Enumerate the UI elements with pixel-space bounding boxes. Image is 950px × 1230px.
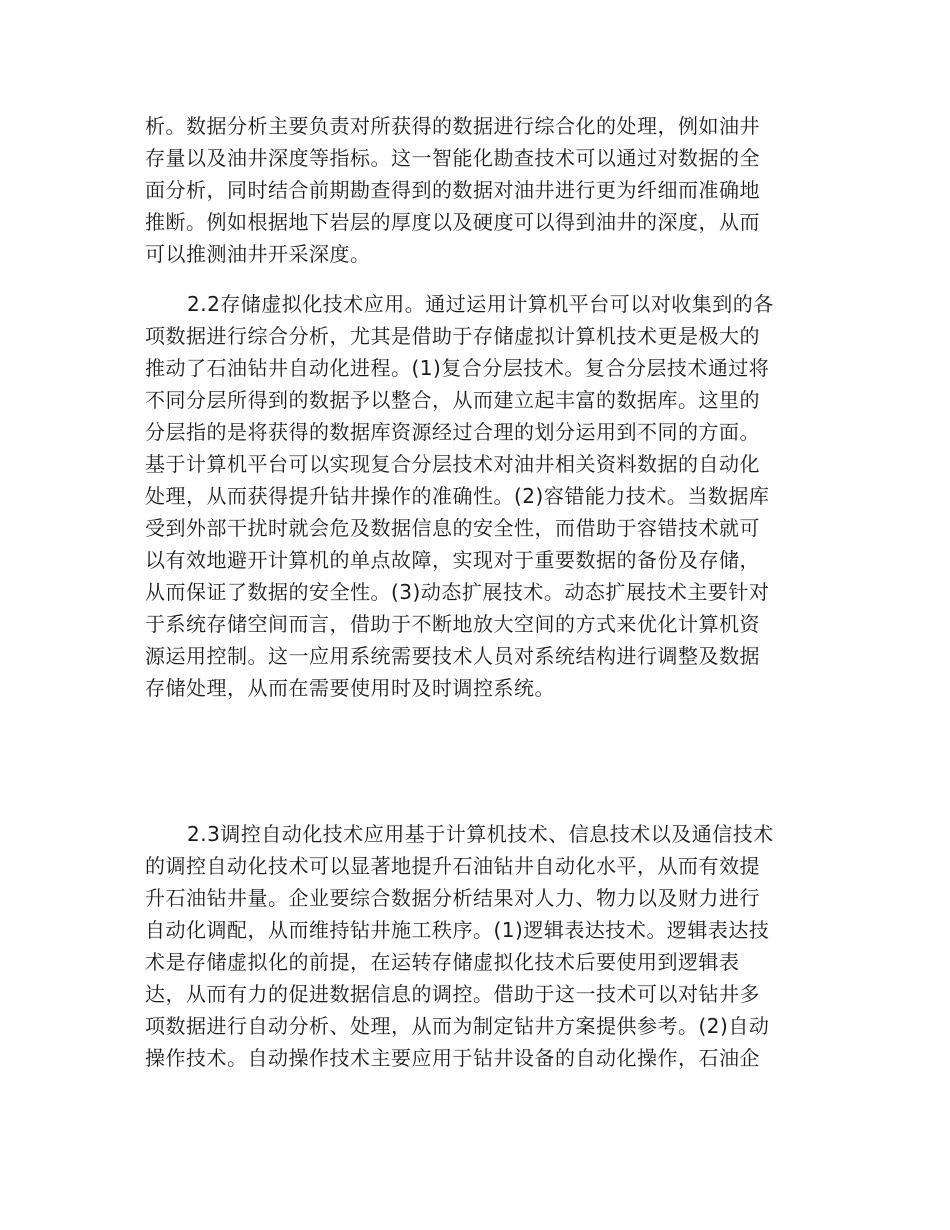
text-line: 受到外部干扰时就会危及数据信息的安全性，而借助于容错技术就可: [145, 516, 760, 540]
text-line: 升石油钻井量。企业要综合数据分析结果对人力、物力以及财力进行: [145, 886, 760, 910]
paragraph-control-automation: [145, 818, 810, 1074]
text-line: 面分析，同时结合前期勘查得到的数据对油井进行更为纤细而准确地: [145, 178, 760, 202]
paragraph-data-analysis: [145, 110, 810, 270]
text-line: 术是存储虚拟化的前提，在运转存储虚拟化技术后要使用到逻辑表: [145, 950, 740, 974]
text-line: 可以推测油井开采深度。: [145, 242, 371, 266]
text-line: 源运用控制。这一应用系统需要技术人员对系统结构进行调整及数据: [145, 644, 760, 668]
text-line: 存储处理，从而在需要使用时及时调控系统。: [145, 676, 555, 700]
text-line: 操作技术。自动操作技术主要应用于钻井设备的自动化操作，石油企: [145, 1046, 760, 1070]
text-line: 项数据进行自动分析、处理，从而为制定钻井方案提供参考。(2)自动: [145, 1014, 770, 1038]
text-line: 于系统存储空间而言，借助于不断地放大空间的方式来优化计算机资: [145, 612, 760, 636]
text-line: 分层指的是将获得的数据库资源经过合理的划分运用到不同的方面。: [145, 420, 760, 444]
text-line: 析。数据分析主要负责对所获得的数据进行综合化的处理，例如油井: [145, 114, 760, 138]
text-line: 存量以及油井深度等指标。这一智能化勘查技术可以通过对数据的全: [145, 146, 760, 170]
text-line: 不同分层所得到的数据予以整合，从而建立起丰富的数据库。这里的: [145, 388, 760, 412]
text-line: 的调控自动化技术可以显著地提升石油钻井自动化水平，从而有效提: [145, 854, 760, 878]
text-line: 达，从而有力的促进数据信息的调控。借助于这一技术可以对钻井多: [145, 982, 760, 1006]
text-line: 自动化调配，从而维持钻井施工秩序。(1)逻辑表达技术。逻辑表达技: [145, 918, 770, 942]
text-line: 项数据进行综合分析，尤其是借助于存储虚拟计算机技术更是极大的: [145, 324, 760, 348]
text-line: 处理，从而获得提升钻井操作的准确性。(2)容错能力技术。当数据库: [145, 484, 770, 508]
text-line: 2.2存储虚拟化技术应用。通过运用计算机平台可以对收集到的各: [187, 292, 774, 316]
paragraph-storage-virtualization: [145, 288, 810, 704]
text-line: 2.3调控自动化技术应用基于计算机技术、信息技术以及通信技术: [187, 822, 774, 846]
text-line: 从而保证了数据的安全性。(3)动态扩展技术。动态扩展技术主要针对: [145, 580, 770, 604]
text-line: 推动了石油钻井自动化进程。(1)复合分层技术。复合分层技术通过将: [145, 356, 770, 380]
text-line: 基于计算机平台可以实现复合分层技术对油井相关资料数据的自动化: [145, 452, 760, 476]
text-line: 以有效地避开计算机的单点故障，实现对于重要数据的备份及存储，: [145, 548, 760, 572]
text-line: 推断。例如根据地下岩层的厚度以及硬度可以得到油井的深度，从而: [145, 210, 760, 234]
